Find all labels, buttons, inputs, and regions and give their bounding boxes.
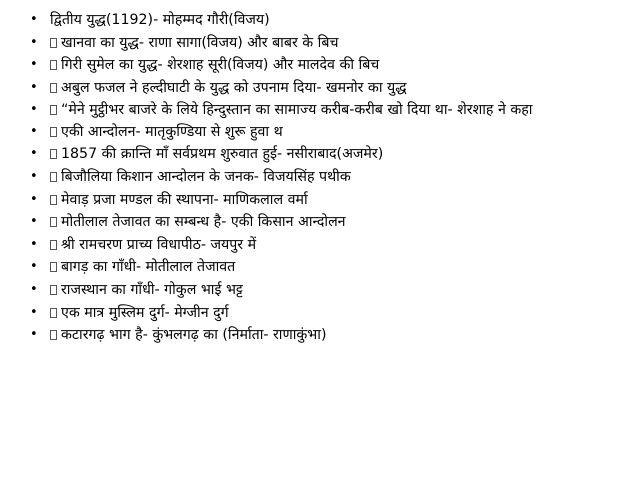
missing-glyph-icon <box>50 285 57 295</box>
list-item-text: बिजौलिया किशान आन्दोलन के जनक- विजयसिंह पथीक <box>61 168 351 185</box>
bullet-icon: • <box>30 214 38 230</box>
list-item-text-wrap <box>50 80 622 97</box>
list-item-text: बागड़ का गाँधी- मोतीलाल तेजावत <box>61 259 236 276</box>
list-item-text-wrap <box>50 169 622 186</box>
missing-glyph-icon <box>50 217 57 227</box>
list-item-text: एक मात्र मुस्लिम दुर्ग- मेग्जीन दुर्ग <box>61 304 229 321</box>
missing-glyph-icon <box>50 172 57 182</box>
list-item-text: “मेने मुट्ठीभर बाजरे के लिये हिन्दुस्तान का सामाज्य करीब-करीब खो दिया था- शेरशाह ने कहा <box>61 101 533 118</box>
missing-glyph-icon <box>50 60 57 70</box>
list-item-text: अबुल फजल ने हल्दीघाटी के युद्ध को उपनाम दिया- खमनोर का युद्ध <box>61 79 407 96</box>
list-item <box>30 124 622 141</box>
list-item-text: मोतीलाल तेजावत का सम्बन्ध है- एकी किसान आन्दोलन <box>61 214 346 231</box>
list-item-text: द्वितीय युद्ध(1192)- मोहम्मद गौरी(विजय) <box>50 12 270 28</box>
bullet-icon: • <box>30 191 38 207</box>
list-item <box>30 169 622 186</box>
missing-glyph-icon <box>50 262 57 272</box>
list-item <box>30 259 622 276</box>
list-item <box>30 192 622 209</box>
list-item <box>30 35 622 52</box>
missing-glyph-icon <box>50 127 57 137</box>
bullet-list <box>30 12 622 344</box>
list-item-text-wrap <box>50 305 622 322</box>
list-item-text: श्री रामचरण प्राच्य विधापीठ- जयपुर में <box>61 236 257 253</box>
bullet-icon: • <box>30 146 38 162</box>
list-item-text-wrap <box>50 259 622 276</box>
list-item-text-wrap <box>50 237 622 254</box>
list-item <box>30 327 622 344</box>
missing-glyph-icon <box>50 240 57 250</box>
list-item-text-wrap <box>50 102 622 119</box>
list-item <box>30 12 622 29</box>
list-item-text: मेवाड़ प्रजा मण्डल की स्थापना- माणिकलाल वर्मा <box>61 191 308 208</box>
bullet-icon: • <box>30 101 38 117</box>
list-item-text-wrap <box>50 192 622 209</box>
list-item-text-wrap <box>50 146 622 163</box>
list-item <box>30 146 622 163</box>
missing-glyph-icon <box>50 330 57 340</box>
list-item-text: 1857 की क्रान्ति माँ सर्वप्रथम शुरुवात हुई- नसीराबाद(अजमेर) <box>61 146 384 163</box>
list-item-text: राजस्थान का गाँधी- गोकुल भाई भट्ट <box>61 281 243 298</box>
bullet-icon: • <box>30 327 38 343</box>
bullet-icon: • <box>30 34 38 50</box>
list-item <box>30 102 622 119</box>
missing-glyph-icon <box>50 38 57 48</box>
list-item-text-wrap <box>50 282 622 299</box>
list-item <box>30 57 622 74</box>
list-item <box>30 282 622 299</box>
missing-glyph-icon <box>50 308 57 318</box>
bullet-icon: • <box>30 304 38 320</box>
bullet-icon: • <box>30 281 38 297</box>
list-item-text-wrap <box>50 35 622 52</box>
list-item-text-wrap <box>50 327 622 344</box>
bullet-icon: • <box>30 57 38 73</box>
bullet-icon: • <box>30 259 38 275</box>
missing-glyph-icon <box>50 83 57 93</box>
bullet-icon: • <box>30 123 38 139</box>
list-item <box>30 305 622 322</box>
missing-glyph-icon <box>50 105 57 115</box>
list-item-text: गिरी सुमेल का युद्ध- शेरशाह सूरी(विजय) और मालदेव की बिच <box>61 57 380 74</box>
bullet-icon: • <box>30 12 38 27</box>
bullet-icon: • <box>30 168 38 184</box>
bullet-icon: • <box>30 236 38 252</box>
list-item <box>30 80 622 97</box>
list-item-text: कटारगढ़ भाग है- कुंभलगढ़ का (निर्माता- राणाकुंभा) <box>61 327 327 344</box>
list-item <box>30 237 622 254</box>
list-item <box>30 214 622 231</box>
missing-glyph-icon <box>50 149 57 159</box>
list-item-text: खानवा का युद्ध- राणा सागा(विजय) और बाबर के बिच <box>61 34 339 51</box>
bullet-icon: • <box>30 79 38 95</box>
list-item-text-wrap <box>50 124 622 141</box>
list-item-text-wrap <box>50 214 622 231</box>
missing-glyph-icon <box>50 195 57 205</box>
list-item-text-wrap <box>50 57 622 74</box>
list-item-text: एकी आन्दोलन- मातृकुण्डिया से शुरू हुवा थ <box>61 123 283 140</box>
